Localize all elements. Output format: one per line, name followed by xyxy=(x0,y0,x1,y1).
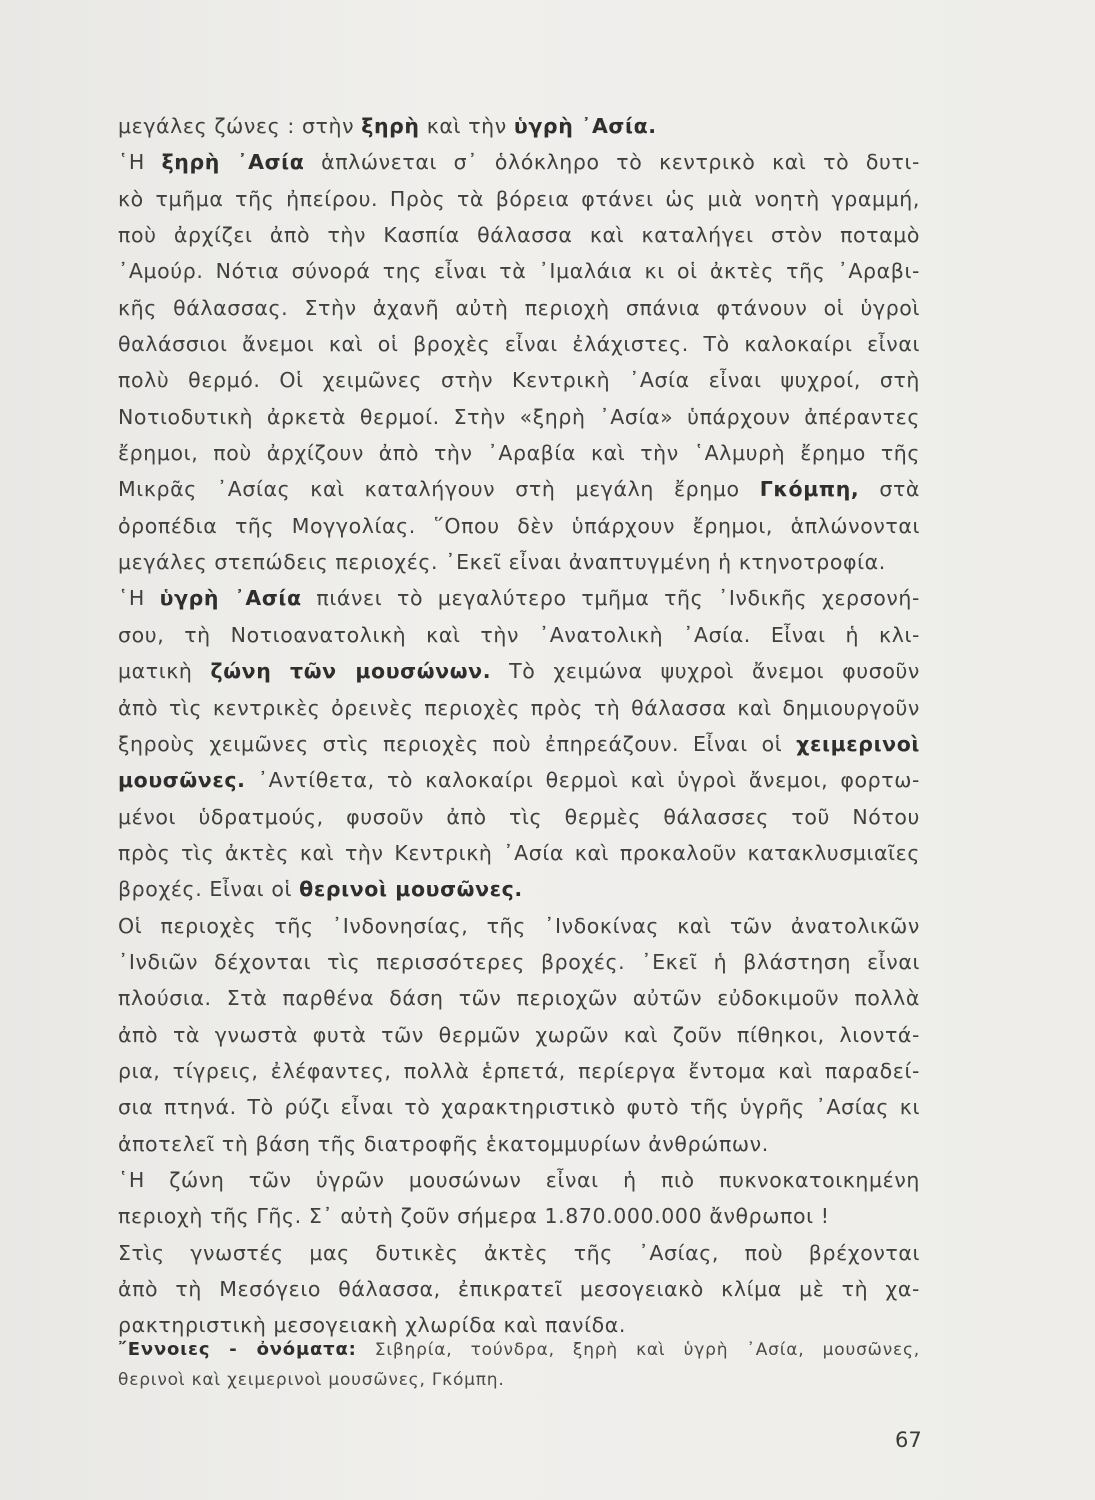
text-line xyxy=(118,290,920,326)
concepts-label: ῎Εννοιες - ὀνόματα: xyxy=(118,1339,357,1360)
text-run: ῾Η xyxy=(118,586,160,611)
concepts-line-1 xyxy=(118,1335,920,1365)
text-run: ἀποτελεῖ τὴ βάση τῆς διατροφῆς ἑκατομμυρίων ἀνθρώπων. xyxy=(118,1131,769,1156)
text-run: καὶ τὴν xyxy=(419,114,514,138)
text-run: ῾Η xyxy=(118,150,162,175)
text-run: ἀπὸ τὰ γνωστὰ φυτὰ τῶν θερμῶν χωρῶν καὶ ζοῦν πίθηκοι, λιοντά- xyxy=(118,1022,920,1047)
text-run: σια πτηνά. Τὸ ρύζι εἶναι τὸ χαρακτηριστικὸ φυτὸ τῆς ὑγρῆς ᾿Ασίας κι xyxy=(118,1095,920,1120)
text-run: ρια, τίγρεις, ἐλέφαντες, πολλὰ ἑρπετά, περίεργα ἔντομα καὶ παραδεί- xyxy=(118,1058,920,1083)
text-run: πρὸς τὶς ἀκτὲς καὶ τὴν Κεντρικὴ ᾿Ασία καὶ προκαλοῦν κατακλυσμιαῖες xyxy=(118,840,920,865)
text-line xyxy=(118,399,920,435)
text-line xyxy=(118,108,920,144)
text-run: κῆς θάλασσας. Στὴν ἀχανῆ αὐτὴ περιοχὴ σπάνια φτάνουν οἱ ὑγροὶ xyxy=(118,295,920,320)
text-run: Νοτιοδυτικὴ ἀρκετὰ θερμοί. Στὴν «ξηρὴ ᾿Ασία» ὑπάρχουν ἀπέραντες xyxy=(118,404,920,429)
text-run: πολὺ θερμό. Οἱ χειμῶνες στὴν Κεντρικὴ ᾿Ασία εἶναι ψυχροί, στὴ xyxy=(118,368,920,393)
body-text xyxy=(118,108,920,1344)
text-run: ἀπὸ τὴ Μεσόγειο θάλασσα, ἐπικρατεῖ μεσογειακὸ κλίμα μὲ τὴ χα- xyxy=(118,1277,920,1301)
text-run: ᾿Αμούρ. Νότια σύνορά της εἶναι τὰ ᾿Ιμαλάια κι οἱ ἀκτὲς τῆς ᾿Αραβι- xyxy=(118,259,920,284)
text-line xyxy=(118,799,920,835)
text-line xyxy=(118,1235,920,1271)
text-run: σου, τὴ Νοτιοανατολικὴ καὶ τὴν ᾿Ανατολικὴ ᾿Ασία. Εἶναι ἡ κλι- xyxy=(118,622,920,647)
text-run: βροχές. Εἶναι οἱ xyxy=(118,877,300,902)
text-line xyxy=(118,1198,920,1234)
text-run: ποὺ ἀρχίζει ἀπὸ τὴν Κασπία θάλασσα καὶ καταλήγει στὸν ποταμὸ xyxy=(118,223,920,248)
bold-term: ὑγρὴ ᾿Ασία xyxy=(159,586,302,611)
text-line xyxy=(118,181,920,217)
concepts-line-2: θερινοὶ καὶ χειμερινοὶ μουσῶνες, Γκόμπη. xyxy=(118,1370,505,1390)
text-line xyxy=(118,508,920,544)
text-line xyxy=(118,835,920,871)
text-run: ἁπλώνεται σ᾿ ὁλόκληρο τὸ κεντρικὸ καὶ τὸ δυτι- xyxy=(304,150,920,175)
text-line xyxy=(118,908,920,944)
bold-term: μουσῶνες. xyxy=(118,768,246,793)
text-line xyxy=(118,871,920,907)
text-run: κὸ τμῆμα τῆς ἠπείρου. Πρὸς τὰ βόρεια φτάνει ὡς μιὰ νοητὴ γραμμή, xyxy=(118,186,920,211)
text-run: ὀροπέδια τῆς Μογγολίας. ῞Οπου δὲν ὑπάρχουν ἔρημοι, ἁπλώνονται xyxy=(118,513,920,538)
text-run: ᾿Ινδιῶν δέχονται τὶς περισσότερες βροχές. ᾿Εκεῖ ἡ βλάστηση εἶναι xyxy=(118,949,920,974)
text-line xyxy=(118,1053,920,1089)
text-line xyxy=(118,1162,920,1198)
text-run: ξηροὺς χειμῶνες στὶς περιοχὲς ποὺ ἐπηρεάζουν. Εἶναι οἱ xyxy=(118,731,797,756)
text-run: Οἱ περιοχὲς τῆς ᾿Ινδονησίας, τῆς ᾿Ινδοκίνας καὶ τῶν ἀνατολικῶν xyxy=(118,913,920,938)
text-run: Μικρᾶς ᾿Ασίας καὶ καταλήγουν στὴ μεγάλη ἔρημο xyxy=(118,477,760,502)
text-line xyxy=(118,1089,920,1125)
text-line xyxy=(118,653,920,689)
text-line xyxy=(118,944,920,980)
text-run: μένοι ὑδρατμούς, φυσοῦν ἀπὸ τὶς θερμὲς θάλασσες τοῦ Νότου xyxy=(118,804,920,829)
text-run: ματικὴ xyxy=(118,659,211,684)
concepts-note xyxy=(118,1335,920,1395)
text-line xyxy=(118,1271,920,1307)
text-line xyxy=(118,217,920,253)
bold-term: ζώνη τῶν μουσώνων. xyxy=(210,659,492,684)
concepts-text-1: Σιβηρία, τούνδρα, ξηρὴ καὶ ὑγρὴ ᾿Ασία, μουσῶνες, xyxy=(374,1340,920,1360)
bold-term: χειμερινοὶ xyxy=(796,731,920,756)
text-line xyxy=(118,144,920,180)
text-line xyxy=(118,326,920,362)
text-run: ρακτηριστικὴ μεσογειακὴ χλωρίδα καὶ πανίδα. xyxy=(118,1313,626,1338)
text-line xyxy=(118,1126,920,1162)
text-line xyxy=(118,690,920,726)
text-line xyxy=(118,617,920,653)
text-run: πιάνει τὸ μεγαλύτερο τμῆμα τῆς ᾿Ινδικῆς χερσονή- xyxy=(301,586,921,611)
text-line xyxy=(118,980,920,1016)
text-run: μεγάλες ζώνες : στὴν xyxy=(118,114,362,138)
text-line xyxy=(118,580,920,616)
text-line xyxy=(118,1017,920,1053)
text-run: περιοχὴ τῆς Γῆς. Σ᾿ αὐτὴ ζοῦν σήμερα 1.870.000.000 ἄνθρωποι ! xyxy=(118,1204,830,1229)
text-line xyxy=(118,471,920,507)
page-number: 67 xyxy=(895,1428,922,1452)
text-run: θαλάσσιοι ἄνεμοι καὶ οἱ βροχὲς εἶναι ἐλάχιστες. Τὸ καλοκαίρι εἶναι xyxy=(118,332,920,357)
bold-term: ξηρὴ ᾿Ασία xyxy=(161,150,305,175)
bold-term: θερινοὶ μουσῶνες. xyxy=(299,877,523,902)
text-run: μεγάλες στεπώδεις περιοχές. ᾿Εκεῖ εἶναι ἀναπτυγμένη ἡ κτηνοτροφία. xyxy=(118,550,886,575)
text-run: στὰ xyxy=(859,477,921,502)
text-run: ἔρημοι, ποὺ ἀρχίζουν ἀπὸ τὴν ᾿Αραβία καὶ τὴν ῾Αλμυρὴ ἔρημο τῆς xyxy=(118,441,920,466)
text-run: ᾿Αντίθετα, τὸ καλοκαίρι θερμοὶ καὶ ὑγροὶ ἄνεμοι, φορτω- xyxy=(245,768,920,793)
text-line xyxy=(118,544,920,580)
text-line xyxy=(118,762,920,798)
text-run: ῾Η ζώνη τῶν ὑγρῶν μουσώνων εἶναι ἡ πιὸ πυκνοκατοικημένη xyxy=(118,1167,920,1192)
bold-term: ὑγρὴ ᾿Ασία. xyxy=(513,114,657,138)
text-line xyxy=(118,435,920,471)
text-line xyxy=(118,362,920,398)
text-line xyxy=(118,726,920,762)
text-run: Στὶς γνωστές μας δυτικὲς ἀκτὲς τῆς ᾿Ασίας, ποὺ βρέχονται xyxy=(118,1240,920,1265)
text-run: Τὸ χειμώνα ψυχροὶ ἄνεμοι φυσοῦν xyxy=(491,659,920,684)
bold-term: ξηρὴ xyxy=(361,114,420,138)
text-line xyxy=(118,253,920,289)
text-run: πλούσια. Στὰ παρθένα δάση τῶν περιοχῶν αὐτῶν εὐδοκιμοῦν πολλὰ xyxy=(118,986,920,1011)
bold-term: Γκόμπη, xyxy=(759,477,860,502)
text-run: ἀπὸ τὶς κεντρικὲς ὀρεινὲς περιοχὲς πρὸς τὴ θάλασσα καὶ δημιουργοῦν xyxy=(118,695,920,720)
